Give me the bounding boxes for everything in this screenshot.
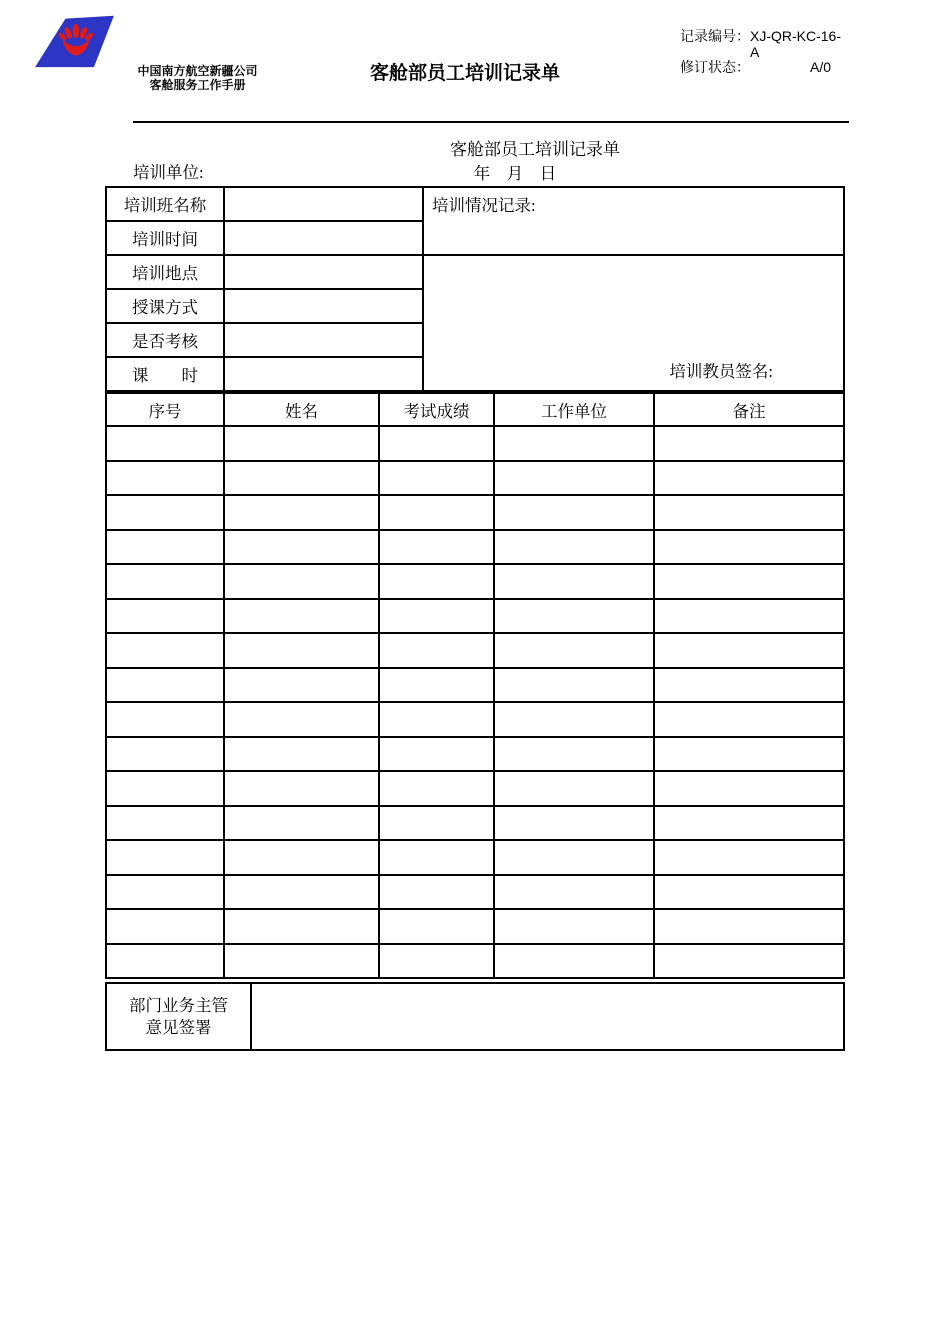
roster-row <box>106 875 844 910</box>
roster-row <box>106 633 844 668</box>
class-hours-label: 课 时 <box>106 357 224 391</box>
roster-cell[interactable] <box>654 426 844 461</box>
roster-cell[interactable] <box>379 702 494 737</box>
roster-cell[interactable] <box>106 806 224 841</box>
roster-row <box>106 426 844 461</box>
roster-cell[interactable] <box>379 461 494 496</box>
training-record-label: 培训情况记录: <box>432 196 536 215</box>
roster-cell[interactable] <box>494 840 654 875</box>
roster-cell[interactable] <box>106 944 224 979</box>
roster-cell[interactable] <box>379 944 494 979</box>
roster-cell[interactable] <box>106 495 224 530</box>
roster-cell[interactable] <box>654 771 844 806</box>
roster-cell[interactable] <box>654 840 844 875</box>
roster-cell[interactable] <box>379 633 494 668</box>
roster-cell[interactable] <box>654 702 844 737</box>
col-header-remarks: 备注 <box>654 393 844 426</box>
approval-label-cell <box>106 983 251 1050</box>
teaching-method-label: 授课方式 <box>106 289 224 323</box>
roster-row <box>106 564 844 599</box>
roster-cell[interactable] <box>494 806 654 841</box>
roster-cell[interactable] <box>106 702 224 737</box>
roster-cell[interactable] <box>654 461 844 496</box>
class-hours-input-cell[interactable] <box>224 357 423 391</box>
approval-label-line2: 意见签署 <box>145 1017 212 1037</box>
info-row-location <box>106 255 844 289</box>
roster-cell[interactable] <box>494 633 654 668</box>
roster-cell[interactable] <box>654 530 844 565</box>
record-number-value: XJ-QR-KC-16-A <box>750 28 842 60</box>
roster-row <box>106 461 844 496</box>
revision-state-row <box>680 60 916 76</box>
record-number-row <box>680 29 916 60</box>
col-header-work-unit: 工作单位 <box>494 393 654 426</box>
roster-cell[interactable] <box>224 426 379 461</box>
class-name-label: 培训班名称 <box>106 187 224 221</box>
col-header-exam-score: 考试成绩 <box>379 393 494 426</box>
roster-cell[interactable] <box>379 771 494 806</box>
form-title: 客舱部员工培训记录单 <box>450 140 620 159</box>
roster-cell[interactable] <box>106 875 224 910</box>
class-name-input-cell[interactable] <box>224 187 423 221</box>
roster-cell[interactable] <box>654 599 844 634</box>
roster-cell[interactable] <box>224 461 379 496</box>
roster-cell[interactable] <box>494 909 654 944</box>
instructor-signature-label: 培训教员签名: <box>669 362 773 381</box>
roster-cell[interactable] <box>106 840 224 875</box>
training-unit-label: 培训单位: <box>133 163 204 182</box>
roster-cell[interactable] <box>494 426 654 461</box>
roster-cell[interactable] <box>654 633 844 668</box>
roster-cell[interactable] <box>379 840 494 875</box>
org-manual-line2: 客舱服务工作手册 <box>149 78 246 93</box>
roster-cell[interactable] <box>224 909 379 944</box>
roster-cell[interactable] <box>224 875 379 910</box>
assessment-required-input-cell[interactable] <box>224 323 423 357</box>
roster-cell[interactable] <box>106 564 224 599</box>
revision-state-value: A/0 <box>810 59 832 76</box>
training-time-label: 培训时间 <box>106 221 224 255</box>
roster-cell[interactable] <box>379 599 494 634</box>
teaching-method-input-cell[interactable] <box>224 289 423 323</box>
roster-cell[interactable] <box>654 495 844 530</box>
roster-cell[interactable] <box>224 530 379 565</box>
roster-cell[interactable] <box>224 806 379 841</box>
roster-cell[interactable] <box>494 771 654 806</box>
roster-cell[interactable] <box>654 668 844 703</box>
roster-row <box>106 495 844 530</box>
roster-row <box>106 771 844 806</box>
roster-cell[interactable] <box>106 737 224 772</box>
roster-row <box>106 737 844 772</box>
document-header-title: 客舱部员工培训记录单 <box>369 63 560 84</box>
roster-cell[interactable] <box>106 668 224 703</box>
roster-row <box>106 530 844 565</box>
roster-cell[interactable] <box>494 668 654 703</box>
col-header-name: 姓名 <box>224 393 379 426</box>
roster-cell[interactable] <box>494 530 654 565</box>
header-divider-rule <box>133 121 849 123</box>
roster-cell[interactable] <box>379 495 494 530</box>
roster-header-row <box>106 393 844 426</box>
roster-cell[interactable] <box>224 633 379 668</box>
roster-body <box>106 426 844 978</box>
date-placeholder: 年 月 日 <box>473 164 557 183</box>
approval-label-line1: 部门业务主管 <box>129 996 228 1016</box>
roster-cell[interactable] <box>224 737 379 772</box>
training-record-cell[interactable] <box>423 187 844 255</box>
roster-cell[interactable] <box>224 495 379 530</box>
instructor-signature-cell[interactable] <box>423 255 844 391</box>
roster-cell[interactable] <box>224 944 379 979</box>
info-row-class-name <box>106 187 844 221</box>
roster-cell[interactable] <box>379 737 494 772</box>
roster-cell[interactable] <box>379 909 494 944</box>
approval-row <box>106 983 844 1050</box>
roster-row <box>106 599 844 634</box>
roster-cell[interactable] <box>494 461 654 496</box>
china-southern-airlines-logo-icon <box>30 12 118 69</box>
training-info-table <box>105 186 845 392</box>
document-meta-block <box>680 29 916 76</box>
roster-cell[interactable] <box>654 564 844 599</box>
training-location-label: 培训地点 <box>106 255 224 289</box>
training-location-input-cell[interactable] <box>224 255 423 289</box>
roster-cell[interactable] <box>654 909 844 944</box>
roster-cell[interactable] <box>106 599 224 634</box>
col-header-serial-number: 序号 <box>106 393 224 426</box>
roster-cell[interactable] <box>494 702 654 737</box>
roster-row <box>106 702 844 737</box>
roster-cell[interactable] <box>379 564 494 599</box>
trainee-roster-table <box>105 392 845 979</box>
org-name-line1: 中国南方航空新疆公司 <box>137 64 258 78</box>
org-name-block <box>110 64 285 92</box>
training-time-input-cell[interactable] <box>224 221 423 255</box>
roster-row <box>106 668 844 703</box>
roster-cell[interactable] <box>379 530 494 565</box>
record-number-label: 记录编号： <box>680 28 750 44</box>
roster-cell[interactable] <box>106 461 224 496</box>
roster-cell[interactable] <box>106 426 224 461</box>
revision-state-label: 修订状态： <box>680 59 750 76</box>
roster-cell[interactable] <box>224 771 379 806</box>
roster-cell[interactable] <box>379 668 494 703</box>
roster-cell[interactable] <box>224 599 379 634</box>
roster-cell[interactable] <box>494 599 654 634</box>
roster-cell[interactable] <box>106 530 224 565</box>
roster-cell[interactable] <box>494 564 654 599</box>
roster-cell[interactable] <box>224 840 379 875</box>
roster-cell[interactable] <box>379 426 494 461</box>
roster-cell[interactable] <box>494 737 654 772</box>
roster-cell[interactable] <box>379 875 494 910</box>
roster-cell[interactable] <box>106 909 224 944</box>
roster-cell[interactable] <box>224 668 379 703</box>
roster-row <box>106 806 844 841</box>
roster-cell[interactable] <box>224 702 379 737</box>
roster-cell[interactable] <box>494 944 654 979</box>
roster-cell[interactable] <box>654 875 844 910</box>
roster-row <box>106 909 844 944</box>
roster-row <box>106 840 844 875</box>
roster-cell[interactable] <box>654 944 844 979</box>
roster-cell[interactable] <box>494 875 654 910</box>
roster-cell[interactable] <box>106 771 224 806</box>
roster-cell[interactable] <box>224 564 379 599</box>
roster-cell[interactable] <box>379 806 494 841</box>
roster-cell[interactable] <box>494 495 654 530</box>
roster-cell[interactable] <box>654 806 844 841</box>
roster-row <box>106 944 844 979</box>
approval-signature-input-cell[interactable] <box>251 983 844 1050</box>
roster-cell[interactable] <box>654 737 844 772</box>
approval-table <box>105 982 845 1051</box>
roster-cell[interactable] <box>106 633 224 668</box>
assessment-required-label: 是否考核 <box>106 323 224 357</box>
